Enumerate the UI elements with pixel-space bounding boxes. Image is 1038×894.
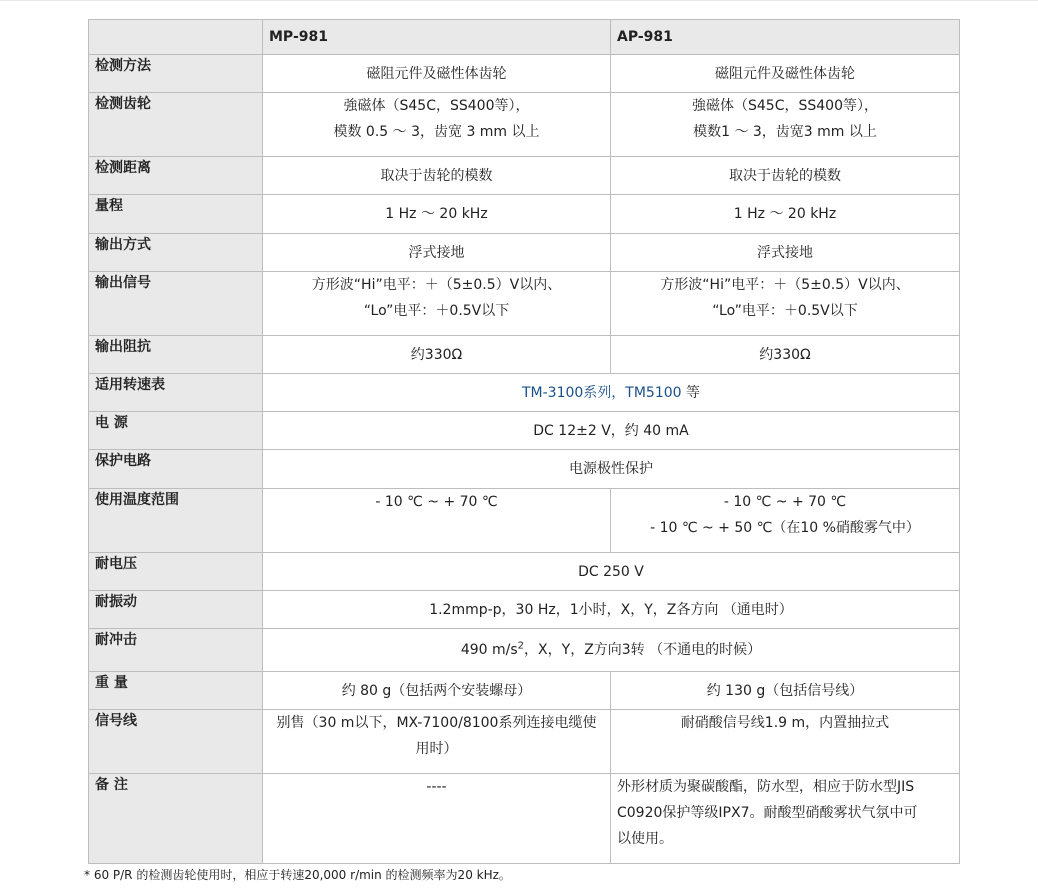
ap-cell: [611, 157, 960, 195]
row-label: 耐冲击: [89, 629, 263, 672]
cell-text: DC 250 V: [578, 563, 644, 580]
cell-text: 约 130 g（包括信号线）: [706, 682, 864, 699]
top-divider: [0, 0, 1038, 1]
row-label: 保护电路: [89, 450, 263, 489]
table-row: [89, 553, 960, 591]
cell-text: “Lo”电平：＋0.5V以下: [712, 303, 858, 319]
tm3100-link[interactable]: TM-3100系列: [521, 384, 612, 401]
span-cell: [263, 374, 960, 412]
span-cell: [263, 553, 960, 591]
ap-cell: [611, 93, 960, 157]
ap-cell: [611, 774, 960, 864]
cell-text: 取决于齿轮的模数: [729, 167, 841, 184]
header-ap981: AP-981: [611, 20, 960, 55]
mp-cell: [263, 710, 611, 774]
ap-cell: [611, 336, 960, 374]
cell-text: 取决于齿轮的模数: [380, 167, 493, 184]
mp-cell: [263, 672, 611, 710]
cell-text: - 10 ℃ ~ + 70 ℃: [723, 494, 847, 510]
cell-text: 模数 0.5 ～ 3，齿宽 3 mm 以上: [333, 124, 540, 140]
table-row: [89, 412, 960, 450]
cell-text: 磁阻元件及磁性体齿轮: [366, 65, 507, 82]
tm5100-link[interactable]: TM5100: [625, 384, 682, 401]
cell-text: 约 80 g（包括两个安装螺母）: [341, 682, 532, 699]
cell-text: 1.2mmp-p，30 Hz，1小时，X，Y，Z各方向 （通电时）: [429, 601, 793, 618]
mp-cell: [263, 336, 611, 374]
cell-text: 方形波“Hi”电平：＋（5±0.5）V以内、: [311, 277, 562, 293]
ap-cell: [611, 489, 960, 553]
row-label: 耐振动: [89, 591, 263, 629]
cell-text: ----: [426, 779, 447, 795]
cell-text: 电源极性保护: [569, 461, 653, 477]
row-label: 检测距离: [89, 157, 263, 195]
cell-text: 1 Hz ～ 20 kHz: [385, 206, 488, 222]
ap-cell: [611, 272, 960, 336]
table-row: [89, 234, 960, 272]
table-row: [89, 195, 960, 234]
table-row: [89, 93, 960, 157]
link-separator: ，: [611, 384, 626, 401]
row-label: 检测方法: [89, 55, 263, 93]
row-label: 备 注: [89, 774, 263, 864]
ap-cell: [611, 55, 960, 93]
superscript: 2: [517, 640, 525, 652]
mp-cell: [263, 234, 611, 272]
cell-text: 磁阻元件及磁性体齿轮: [715, 65, 855, 82]
table-row: [89, 374, 960, 412]
mp-cell: [263, 195, 611, 234]
table-row: [89, 450, 960, 489]
row-label: 重 量: [89, 672, 263, 710]
table-row: [89, 157, 960, 195]
row-label: 适用转速表: [89, 374, 263, 412]
row-label: 耐电压: [89, 553, 263, 591]
table-row: [89, 629, 960, 672]
table-header-row: [89, 20, 960, 55]
cell-text: 1 Hz ～ 20 kHz: [733, 206, 837, 222]
cell-text: 強磁体（S45C，SS400等），: [343, 98, 530, 114]
row-label: 使用温度范围: [89, 489, 263, 553]
header-empty-cell: [89, 20, 263, 55]
cell-text: ，X，Y，Z方向3转 （不通电的时候）: [524, 642, 762, 658]
table-row: [89, 710, 960, 774]
mp-cell: [263, 774, 611, 864]
table-row: [89, 336, 960, 374]
cell-text: 強磁体（S45C，SS400等），: [692, 98, 878, 114]
table-row: [89, 591, 960, 629]
table-row: [89, 489, 960, 553]
footnote: * 60 P/R 的检测齿轮使用时，相应于转速20,000 r/min 的检测频率为20 kHz。: [84, 868, 511, 882]
cell-text: 约330Ω: [410, 346, 463, 363]
cell-text: - 10 ℃ ~ + 50 ℃（在10 %硝酸雾气中）: [650, 520, 920, 536]
span-cell: [263, 412, 960, 450]
cell-text: 用时）: [415, 741, 458, 757]
cell-text: 模数1 ～ 3，齿宽3 mm 以上: [693, 124, 877, 140]
header-mp981: MP-981: [263, 20, 611, 55]
row-label: 输出阻抗: [89, 336, 263, 374]
row-label: 输出方式: [89, 234, 263, 272]
table-row: [89, 774, 960, 864]
row-label: 输出信号: [89, 272, 263, 336]
cell-text: C0920保护等级IPX7。耐酸型硝酸雾状气氛中可: [617, 805, 918, 821]
span-cell: [263, 450, 960, 489]
cell-text: - 10 ℃ ~ + 70 ℃: [375, 494, 498, 510]
ap-cell: [611, 672, 960, 710]
mp-cell: [263, 489, 611, 553]
spec-table: [88, 19, 960, 864]
cell-text: 浮式接地: [757, 244, 813, 261]
table-row: [89, 272, 960, 336]
ap-cell: [611, 710, 960, 774]
ap-cell: [611, 195, 960, 234]
cell-text: DC 12±2 V，约 40 mA: [533, 422, 689, 439]
mp-cell: [263, 93, 611, 157]
row-label: 电 源: [89, 412, 263, 450]
cell-text: 耐硝酸信号线1.9 m，内置抽拉式: [680, 715, 890, 731]
row-label: 量程: [89, 195, 263, 234]
row-label: 信号线: [89, 710, 263, 774]
mp-cell: [263, 272, 611, 336]
cell-text: 浮式接地: [408, 244, 465, 261]
span-cell: [263, 629, 960, 672]
table-row: [89, 55, 960, 93]
cell-text: 约330Ω: [759, 346, 811, 363]
span-cell: [263, 591, 960, 629]
cell-text: 外形材质为聚碳酸酯，防水型，相应于防水型JIS: [617, 779, 915, 795]
cell-text: “Lo”电平：＋0.5V以下: [363, 303, 510, 319]
mp-cell: [263, 157, 611, 195]
row-label: 检测齿轮: [89, 93, 263, 157]
cell-text: 别售（30 m以下，MX-7100/8100系列连接电缆使: [276, 715, 597, 731]
table-row: [89, 672, 960, 710]
cell-text: 等: [681, 384, 701, 401]
ap-cell: [611, 234, 960, 272]
mp-cell: [263, 55, 611, 93]
cell-text: 以使用。: [617, 831, 673, 847]
cell-text: 490 m/s: [460, 642, 518, 658]
cell-text: 方形波“Hi”电平：＋（5±0.5）V以内、: [660, 277, 910, 293]
